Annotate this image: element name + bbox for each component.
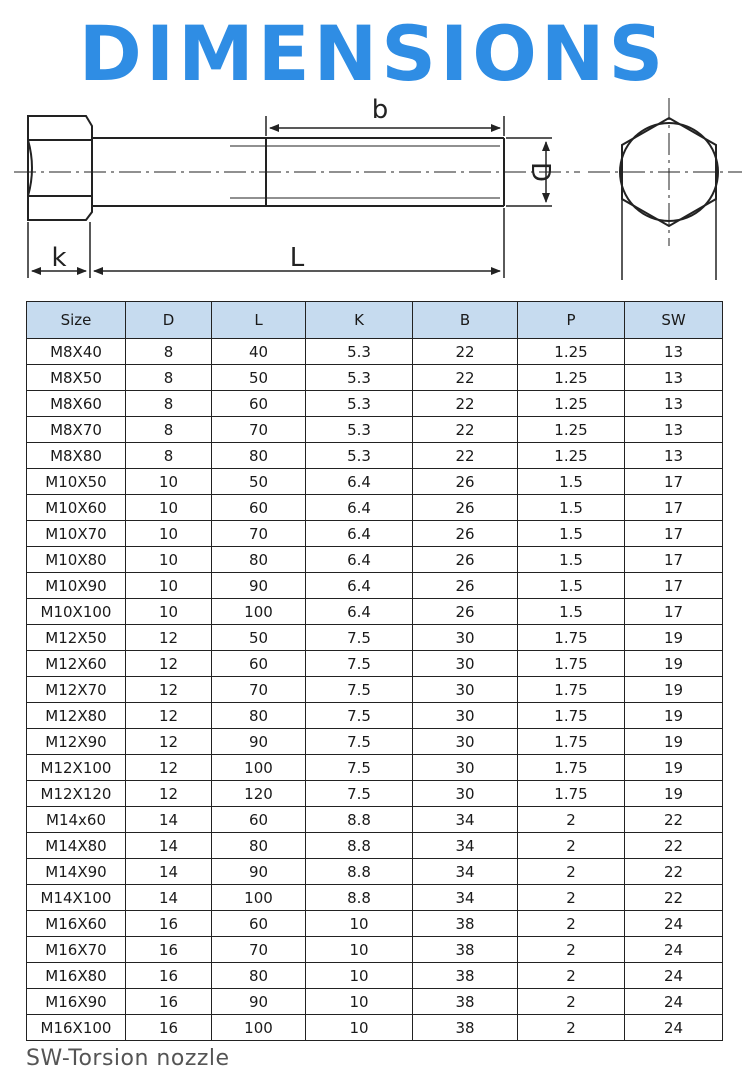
table-cell: M16X60 <box>27 911 126 937</box>
table-cell: 90 <box>212 729 306 755</box>
table-cell: 30 <box>413 781 518 807</box>
table-cell: 26 <box>413 599 518 625</box>
table-cell: 1.5 <box>518 599 625 625</box>
table-cell: 26 <box>413 495 518 521</box>
table-cell: 19 <box>625 625 723 651</box>
table-cell: 22 <box>413 443 518 469</box>
header-d: D <box>126 302 212 339</box>
table-cell: 19 <box>625 781 723 807</box>
table-cell: 8.8 <box>306 885 413 911</box>
table-cell: 38 <box>413 911 518 937</box>
table-row <box>27 677 723 703</box>
table-cell: 5.3 <box>306 417 413 443</box>
table-row <box>27 599 723 625</box>
table-cell: 30 <box>413 703 518 729</box>
table-row <box>27 417 723 443</box>
table-cell: 12 <box>126 677 212 703</box>
header-l: L <box>212 302 306 339</box>
header-sw: SW <box>625 302 723 339</box>
table-cell: 1.75 <box>518 677 625 703</box>
table-cell: 70 <box>212 417 306 443</box>
table-cell: 34 <box>413 885 518 911</box>
table-cell: 34 <box>413 859 518 885</box>
table-cell: M10X70 <box>27 521 126 547</box>
table-row <box>27 781 723 807</box>
table-cell: 10 <box>126 495 212 521</box>
table-cell: 7.5 <box>306 729 413 755</box>
table-cell: M10X50 <box>27 469 126 495</box>
table-row <box>27 963 723 989</box>
table-cell: 26 <box>413 573 518 599</box>
footnote: SW-Torsion nozzle <box>26 1046 230 1071</box>
table-cell: 1.5 <box>518 521 625 547</box>
table-cell: 6.4 <box>306 521 413 547</box>
dim-label-k: k <box>51 243 67 273</box>
table-cell: M8X70 <box>27 417 126 443</box>
table-cell: 14 <box>126 859 212 885</box>
table-cell: 90 <box>212 573 306 599</box>
table-cell: M8X80 <box>27 443 126 469</box>
table-cell: 1.25 <box>518 417 625 443</box>
table-cell: 10 <box>126 573 212 599</box>
table-cell: 7.5 <box>306 651 413 677</box>
table-cell: 8.8 <box>306 833 413 859</box>
table-cell: 19 <box>625 677 723 703</box>
table-row <box>27 703 723 729</box>
table-cell: 80 <box>212 547 306 573</box>
table-row <box>27 859 723 885</box>
table-row <box>27 833 723 859</box>
table-cell: M10X60 <box>27 495 126 521</box>
table-cell: 24 <box>625 911 723 937</box>
table-cell: 16 <box>126 1015 212 1041</box>
table-cell: 12 <box>126 729 212 755</box>
table-cell: M8X60 <box>27 391 126 417</box>
table-cell: 5.3 <box>306 443 413 469</box>
table-cell: 22 <box>413 365 518 391</box>
table-cell: 30 <box>413 677 518 703</box>
header-b: B <box>413 302 518 339</box>
table-cell: 17 <box>625 469 723 495</box>
header-p: P <box>518 302 625 339</box>
table-cell: 2 <box>518 963 625 989</box>
table-row <box>27 755 723 781</box>
table-row <box>27 365 723 391</box>
header-k: K <box>306 302 413 339</box>
table-row <box>27 885 723 911</box>
table-cell: 12 <box>126 651 212 677</box>
table-cell: M12X80 <box>27 703 126 729</box>
table-cell: 6.4 <box>306 547 413 573</box>
table-cell: M10X80 <box>27 547 126 573</box>
table-cell: 30 <box>413 729 518 755</box>
table-cell: 1.25 <box>518 365 625 391</box>
table-cell: 100 <box>212 755 306 781</box>
table-cell: M14X100 <box>27 885 126 911</box>
table-cell: M8X50 <box>27 365 126 391</box>
table-cell: 80 <box>212 443 306 469</box>
table-cell: 22 <box>413 417 518 443</box>
table-cell: 34 <box>413 807 518 833</box>
table-cell: 8 <box>126 365 212 391</box>
table-cell: 17 <box>625 573 723 599</box>
table-cell: 17 <box>625 495 723 521</box>
table-cell: M12X90 <box>27 729 126 755</box>
table-cell: M12X70 <box>27 677 126 703</box>
table-cell: 2 <box>518 911 625 937</box>
table-cell: 13 <box>625 365 723 391</box>
table-cell: 12 <box>126 755 212 781</box>
table-cell: 24 <box>625 937 723 963</box>
table-cell: 10 <box>126 469 212 495</box>
table-cell: 10 <box>126 599 212 625</box>
table-row <box>27 937 723 963</box>
table-cell: 13 <box>625 417 723 443</box>
table-cell: 24 <box>625 989 723 1015</box>
dim-label-b: b <box>371 96 389 125</box>
header-size: Size <box>27 302 126 339</box>
table-cell: M12X120 <box>27 781 126 807</box>
table-cell: 38 <box>413 1015 518 1041</box>
table-row <box>27 573 723 599</box>
table-cell: 1.75 <box>518 781 625 807</box>
table-cell: 30 <box>413 651 518 677</box>
table-cell: 19 <box>625 729 723 755</box>
table-cell: 6.4 <box>306 573 413 599</box>
table-cell: 10 <box>126 521 212 547</box>
table-header-row <box>27 302 723 339</box>
table-cell: M14x60 <box>27 807 126 833</box>
table-cell: 10 <box>306 937 413 963</box>
table-cell: M14X90 <box>27 859 126 885</box>
table-cell: 60 <box>212 391 306 417</box>
table-cell: 80 <box>212 833 306 859</box>
table-cell: 34 <box>413 833 518 859</box>
table-cell: 12 <box>126 781 212 807</box>
table-cell: 26 <box>413 521 518 547</box>
table-cell: 7.5 <box>306 755 413 781</box>
table-cell: 26 <box>413 469 518 495</box>
table-row <box>27 443 723 469</box>
table-cell: 17 <box>625 521 723 547</box>
table-cell: 38 <box>413 989 518 1015</box>
table-cell: 2 <box>518 1015 625 1041</box>
table-cell: 22 <box>625 885 723 911</box>
hex-end-view <box>588 98 742 280</box>
table-row <box>27 495 723 521</box>
table-cell: 24 <box>625 963 723 989</box>
table-cell: 17 <box>625 547 723 573</box>
table-cell: 10 <box>306 911 413 937</box>
table-cell: 2 <box>518 833 625 859</box>
table-cell: 1.25 <box>518 443 625 469</box>
table-cell: 90 <box>212 989 306 1015</box>
table-row <box>27 521 723 547</box>
table-cell: 13 <box>625 443 723 469</box>
table-cell: 24 <box>625 1015 723 1041</box>
table-cell: 50 <box>212 469 306 495</box>
table-cell: 60 <box>212 495 306 521</box>
table-cell: 120 <box>212 781 306 807</box>
bolt-side-view <box>14 116 580 220</box>
table-cell: 60 <box>212 911 306 937</box>
table-cell: 22 <box>413 339 518 365</box>
table-cell: 12 <box>126 625 212 651</box>
table-cell: M12X100 <box>27 755 126 781</box>
table-cell: 70 <box>212 521 306 547</box>
table-cell: 10 <box>306 963 413 989</box>
table-cell: 5.3 <box>306 339 413 365</box>
table-cell: 22 <box>625 807 723 833</box>
table-cell: M12X60 <box>27 651 126 677</box>
table-cell: M16X100 <box>27 1015 126 1041</box>
table-cell: 10 <box>306 1015 413 1041</box>
table-cell: 5.3 <box>306 365 413 391</box>
table-row <box>27 911 723 937</box>
table-cell: 14 <box>126 807 212 833</box>
table-cell: 1.75 <box>518 755 625 781</box>
table-cell: 100 <box>212 885 306 911</box>
table-cell: 30 <box>413 625 518 651</box>
table-cell: 1.25 <box>518 391 625 417</box>
table-cell: 13 <box>625 391 723 417</box>
table-cell: M16X80 <box>27 963 126 989</box>
table-cell: 7.5 <box>306 625 413 651</box>
table-row <box>27 651 723 677</box>
table-row <box>27 989 723 1015</box>
table-row <box>27 729 723 755</box>
dim-label-D: D <box>525 161 555 183</box>
table-cell: 16 <box>126 989 212 1015</box>
table-cell: 26 <box>413 547 518 573</box>
table-row <box>27 339 723 365</box>
table-cell: 10 <box>306 989 413 1015</box>
bolt-diagram <box>0 96 746 296</box>
table-cell: 22 <box>625 859 723 885</box>
table-cell: M10X90 <box>27 573 126 599</box>
table-cell: 1.75 <box>518 729 625 755</box>
table-cell: 17 <box>625 599 723 625</box>
table-cell: 50 <box>212 625 306 651</box>
table-cell: 30 <box>413 755 518 781</box>
table-cell: 6.4 <box>306 599 413 625</box>
table-row <box>27 469 723 495</box>
table-cell: 12 <box>126 703 212 729</box>
table-cell: 8 <box>126 443 212 469</box>
table-cell: 70 <box>212 677 306 703</box>
table-cell: 8 <box>126 391 212 417</box>
table-cell: 19 <box>625 703 723 729</box>
table-cell: 50 <box>212 365 306 391</box>
table-cell: M16X70 <box>27 937 126 963</box>
table-cell: 38 <box>413 963 518 989</box>
table-cell: 16 <box>126 937 212 963</box>
table-cell: 6.4 <box>306 495 413 521</box>
table-cell: 19 <box>625 755 723 781</box>
table-cell: 1.75 <box>518 625 625 651</box>
table-cell: 40 <box>212 339 306 365</box>
table-cell: 7.5 <box>306 781 413 807</box>
table-cell: 1.75 <box>518 651 625 677</box>
table-cell: 1.5 <box>518 469 625 495</box>
table-cell: 60 <box>212 651 306 677</box>
table-cell: 14 <box>126 833 212 859</box>
table-cell: 2 <box>518 937 625 963</box>
table-cell: 10 <box>126 547 212 573</box>
table-cell: 14 <box>126 885 212 911</box>
table-cell: 80 <box>212 963 306 989</box>
table-cell: 100 <box>212 599 306 625</box>
table-cell: 16 <box>126 963 212 989</box>
table-cell: 8.8 <box>306 859 413 885</box>
table-cell: 1.5 <box>518 495 625 521</box>
table-cell: 7.5 <box>306 703 413 729</box>
table-cell: M12X50 <box>27 625 126 651</box>
table-row <box>27 625 723 651</box>
table-cell: 2 <box>518 989 625 1015</box>
table-cell: 2 <box>518 859 625 885</box>
table-cell: M10X100 <box>27 599 126 625</box>
dimensions-table <box>26 301 723 1041</box>
table-cell: 90 <box>212 859 306 885</box>
table-cell: 13 <box>625 339 723 365</box>
table-row <box>27 1015 723 1041</box>
table-row <box>27 547 723 573</box>
table-cell: 22 <box>413 391 518 417</box>
table-cell: 8.8 <box>306 807 413 833</box>
table-cell: M16X90 <box>27 989 126 1015</box>
table-cell: 22 <box>625 833 723 859</box>
table-cell: 1.75 <box>518 703 625 729</box>
table-cell: M8X40 <box>27 339 126 365</box>
table-cell: 1.5 <box>518 547 625 573</box>
table-cell: 5.3 <box>306 391 413 417</box>
dim-label-L: L <box>289 243 305 273</box>
table-cell: M14X80 <box>27 833 126 859</box>
table-cell: 8 <box>126 339 212 365</box>
table-cell: 19 <box>625 651 723 677</box>
table-row <box>27 391 723 417</box>
table-cell: 1.5 <box>518 573 625 599</box>
table-cell: 2 <box>518 807 625 833</box>
table-row <box>27 807 723 833</box>
table-cell: 70 <box>212 937 306 963</box>
table-cell: 6.4 <box>306 469 413 495</box>
table-cell: 8 <box>126 417 212 443</box>
table-cell: 38 <box>413 937 518 963</box>
table-cell: 2 <box>518 885 625 911</box>
table-cell: 60 <box>212 807 306 833</box>
page-title: DIMENSIONS <box>78 9 668 98</box>
table-cell: 7.5 <box>306 677 413 703</box>
table-cell: 1.25 <box>518 339 625 365</box>
table-cell: 80 <box>212 703 306 729</box>
table-cell: 16 <box>126 911 212 937</box>
table-cell: 100 <box>212 1015 306 1041</box>
